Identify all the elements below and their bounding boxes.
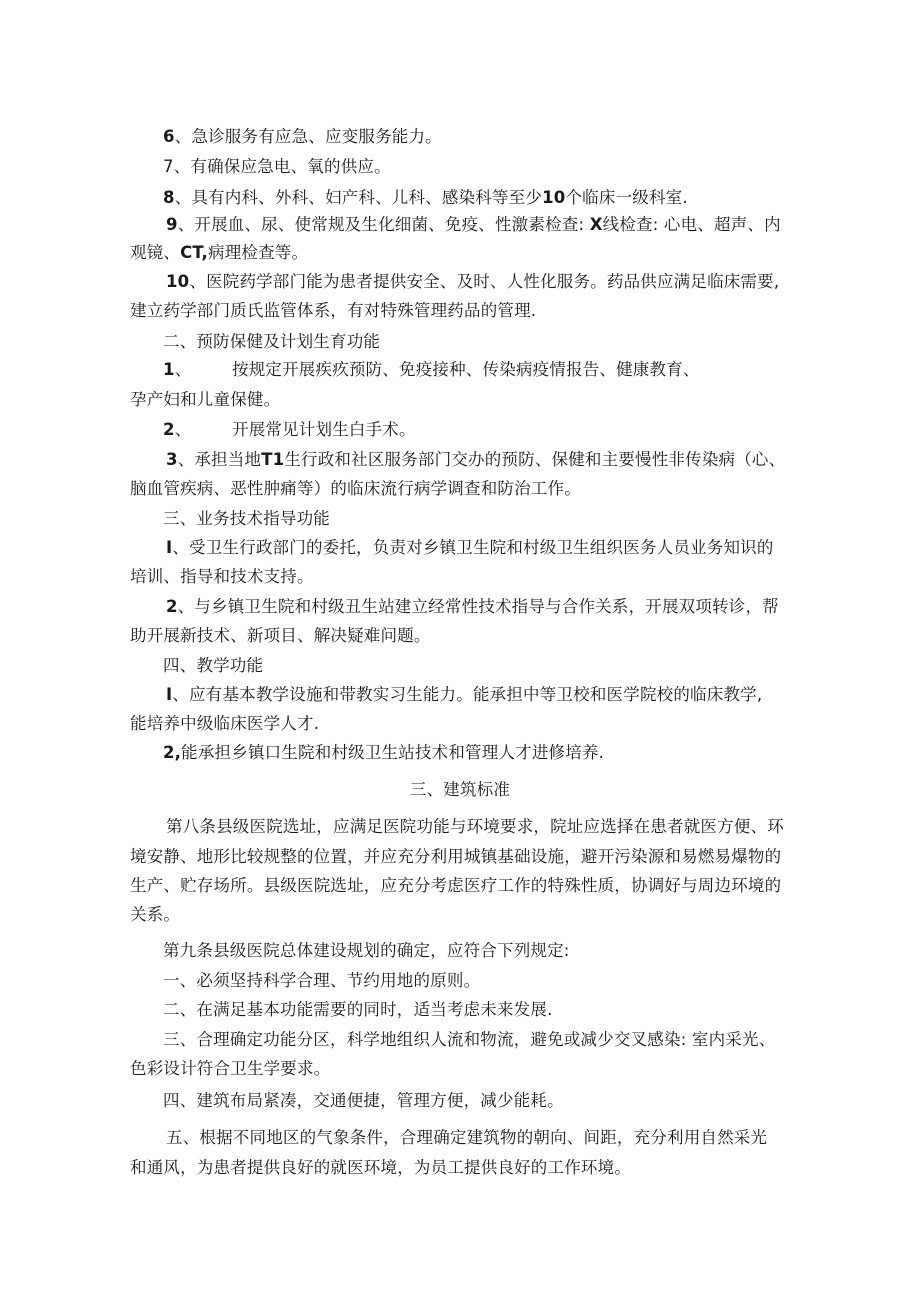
item-text: 、应有基本教学设施和带教实习生能力。能承担中等卫校和医学院校的临床教学, (172, 685, 763, 704)
item-number: 1 (163, 360, 175, 379)
item-count: 10 (542, 188, 566, 207)
prevention-item-1-line2: 孕产妇和儿童保健。 (130, 390, 281, 409)
item-text: 、具有内科、外科、妇产科、儿科、感染科等至少 (174, 188, 543, 207)
item-text-bold: T1 (261, 450, 285, 469)
item-number: 2 (163, 420, 175, 439)
item-number: I (166, 685, 173, 704)
prevention-item-3-line2: 脑血管疾病、恶性肿痛等）的临床流行病学调查和防治工作。 (130, 479, 581, 498)
item-separator: 、 (174, 360, 192, 379)
item-text: 、承担当地 (177, 450, 262, 469)
section-heading-prevention: 二、预防保健及计划生育功能 (163, 332, 381, 351)
item-text: 生行政和社区服务部门交办的预防、保健和主要慢性非传染病（心、 (284, 450, 786, 469)
guidance-item-1-line2: 培训、指导和技术支持。 (130, 567, 314, 586)
section-heading-guidance: 三、业务技术指导功能 (163, 509, 330, 528)
item-10-line2: 建立药学部门质氏监管体系，有对特殊管理药品的管理. (130, 301, 537, 320)
prevention-item-1-line1 (163, 359, 700, 381)
rule-1: 一、必须坚持科学合理、节约用地的原则。 (163, 971, 481, 990)
article-8-line1: 第八条县级医院选址，应满足医院功能与环境要求，院址应选择在患者就医方便、环 (166, 817, 784, 836)
item-number: 8 (163, 188, 175, 207)
item-text: 、受卫生行政部门的委托，负责对乡镇卫生院和村级卫生组织医务人员业务知识的 (172, 538, 774, 557)
section-heading-teaching: 四、教学功能 (163, 656, 264, 675)
item-10-line1 (166, 271, 779, 293)
prevention-item-2 (163, 419, 416, 441)
item-6 (163, 126, 442, 148)
item-text-bold: CT, (180, 243, 208, 262)
item-text: 、急诊服务有应急、应变服务能力。 (174, 127, 442, 146)
guidance-item-2-line1 (166, 596, 779, 618)
rule-2: 二、在满足基本功能需要的同时，适当考虑未来发展. (163, 1000, 553, 1019)
item-8 (163, 187, 688, 209)
item-separator: 、 (174, 420, 192, 439)
item-9-line2 (130, 242, 308, 264)
teaching-item-2 (163, 742, 604, 764)
item-number: 2, (163, 743, 182, 762)
article-8-line4: 关系。 (130, 905, 181, 924)
item-text: 个临床一级科室. (565, 188, 688, 207)
item-number: 2 (166, 597, 178, 616)
prevention-item-3-line1 (166, 449, 785, 471)
article-8-line3: 生产、贮存场所。县级医院选址，应充分考虑医疗工作的特殊性质，协调好与周边环境的 (130, 876, 782, 895)
item-9-line1 (166, 214, 781, 236)
rule-3-line2: 色彩设计符合卫生学要求。 (130, 1059, 331, 1078)
guidance-item-1-line1 (166, 537, 774, 559)
item-text-bold: X (589, 215, 603, 234)
rule-3-line1: 三、合理确定功能分区，科学地组织人流和物流，避免或减少交叉感染: 室内采光、 (163, 1030, 776, 1049)
teaching-item-1-line2: 能培养中级临床医学人才. (130, 714, 320, 733)
item-text: 能承担乡镇口生院和村级卫生站技术和管理人才进修培养. (181, 743, 605, 762)
item-number: I (166, 538, 173, 557)
article-9: 第九条县级医院总体建设规划的确定，应符合下列规定: (163, 941, 570, 960)
chapter-title: 三、建筑标准 (409, 780, 511, 799)
rule-5-line1: 五、根据不同地区的气象条件，合理确定建筑物的朝向、间距，充分利用自然采光 (166, 1128, 768, 1147)
item-text: 、医院药学部门能为患者提供安全、及时、人性化服务。药品供应满足临床需要, (189, 272, 780, 291)
item-text: 病理检查等。 (208, 243, 309, 262)
guidance-item-2-line2: 助开展新技术、新项目、解决疑难问题。 (130, 626, 431, 645)
item-7: 7、有确保应急电、氧的供应。 (163, 157, 391, 176)
rule-4: 四、建筑布局紧凑，交通便捷，管理方便，减少能耗。 (163, 1091, 564, 1110)
article-8-line2: 境安静、地形比较规整的位置，并应充分利用城镇基础设施，避开污染源和易燃易爆物的 (130, 847, 782, 866)
teaching-item-1-line1 (166, 684, 762, 706)
item-text: 线检查: 心电、超声、内 (602, 215, 781, 234)
item-text: 、与乡镇卫生院和村级丑生站建立经常性技术指导与合作关系，开展双项转诊，帮 (177, 597, 779, 616)
rule-5-line2: 和通风，为患者提供良好的就医环境，为员工提供良好的工作环境。 (130, 1158, 631, 1177)
item-text: 、开展血、尿、使常规及生化细菌、免疫、性激素检查: (177, 215, 590, 234)
item-text: 观镜、 (130, 243, 181, 262)
item-text: 按规定开展疾疚预防、免疫接种、传染病疫情报告、健康教育、 (232, 360, 700, 379)
item-number: 10 (166, 272, 190, 291)
item-number: 3 (166, 450, 178, 469)
item-text: 开展常见计划生白手术。 (232, 420, 416, 439)
item-number: 9 (166, 215, 178, 234)
item-number: 6 (163, 127, 175, 146)
